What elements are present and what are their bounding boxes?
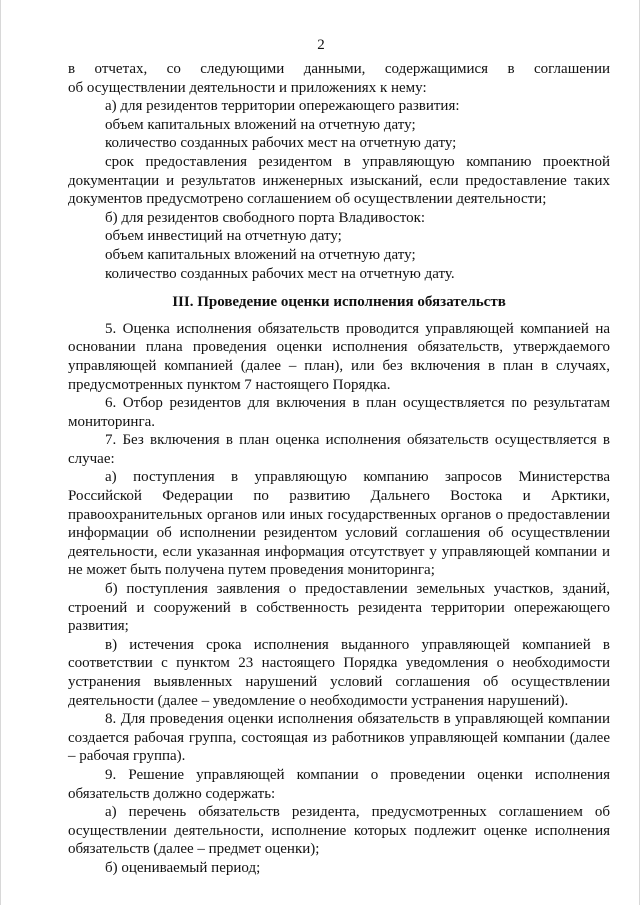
paragraph: а) для резидентов территории опережающего развития: xyxy=(105,98,460,115)
document-body xyxy=(68,60,610,878)
section-heading: III. Проведение оценки исполнения обязательств xyxy=(172,294,506,311)
paragraph: а) перечень обязательств резидента, предусмотренных соглашением об осуществлении деятельности, исполнение которых подлежит оценке исполнения обязательств (далее – предмет оценки); xyxy=(68,804,610,858)
paragraph: в) истечения срока исполнения выданного управляющей компанией в соответствии с пунктом 23 настоящего Порядка уведомления о необходимости устранения выявленных нарушений условий соглашения об осуществлении деятельности (далее – уведомление о необходимости устранения нарушений). xyxy=(68,636,610,709)
paragraph: 5. Оценка исполнения обязательств проводится управляющей компанией на основании плана проведения оценки исполнения обязательств, утверждаемого управляющей компанией (далее – план), или без включения в план в случаях, предусмотренных пунктом 7 настоящего Порядка. xyxy=(68,320,610,393)
paragraph: 8. Для проведения оценки исполнения обязательств в управляющей компании создается рабочая группа, состоящая из работников управляющей компании (далее – рабочая группа). xyxy=(68,711,610,765)
paragraph: 6. Отбор резидентов для включения в план осуществляется по результатам мониторинга. xyxy=(68,395,610,430)
paragraph: об осуществлении деятельности и приложениях к нему: xyxy=(68,79,427,96)
paragraph: 9. Решение управляющей компании о проведении оценки исполнения обязательств должно содержать: xyxy=(68,766,610,802)
paragraph: б) поступления заявления о предоставлении земельных участков, зданий, строений и сооружений в собственность резидента территории опережающего развития; xyxy=(68,581,610,635)
page-number: 2 xyxy=(317,37,325,53)
paragraph: 7. Без включения в план оценка исполнения обязательств осуществляется в случае: xyxy=(68,432,610,467)
paragraph: объем капитальных вложений на отчетную дату; xyxy=(105,116,416,133)
paragraph: объем капитальных вложений на отчетную дату; xyxy=(105,246,416,263)
paragraph: количество созданных рабочих мест на отчетную дату; xyxy=(105,135,457,152)
paragraph: количество созданных рабочих мест на отчетную дату. xyxy=(105,265,455,282)
paragraph: объем инвестиций на отчетную дату; xyxy=(105,228,342,245)
paragraph: б) для резидентов свободного порта Владивосток: xyxy=(105,209,426,226)
paragraph: в отчетах, со следующими данными, содержащимися в соглашении xyxy=(68,61,610,77)
paragraph: б) оцениваемый период; xyxy=(105,859,261,876)
paragraph: а) поступления в управляющую компанию запросов Министерства Российской Федерации по развитию Дальнего Востока и Арктики, правоохранительных органов или иных государственных органов о предоставлении информации об исполнении резидентом условий соглашения об осуществлении деятельности, если указанная информация отсутствует у управляющей компании и не может быть получена путем проведения мониторинга; xyxy=(68,469,610,579)
paragraph: срок предоставления резидентом в управляющую компанию проектной документации и результатов инженерных изысканий, если предоставление таких документов предусмотрено соглашением об осуществлении деятельности; xyxy=(68,153,610,208)
